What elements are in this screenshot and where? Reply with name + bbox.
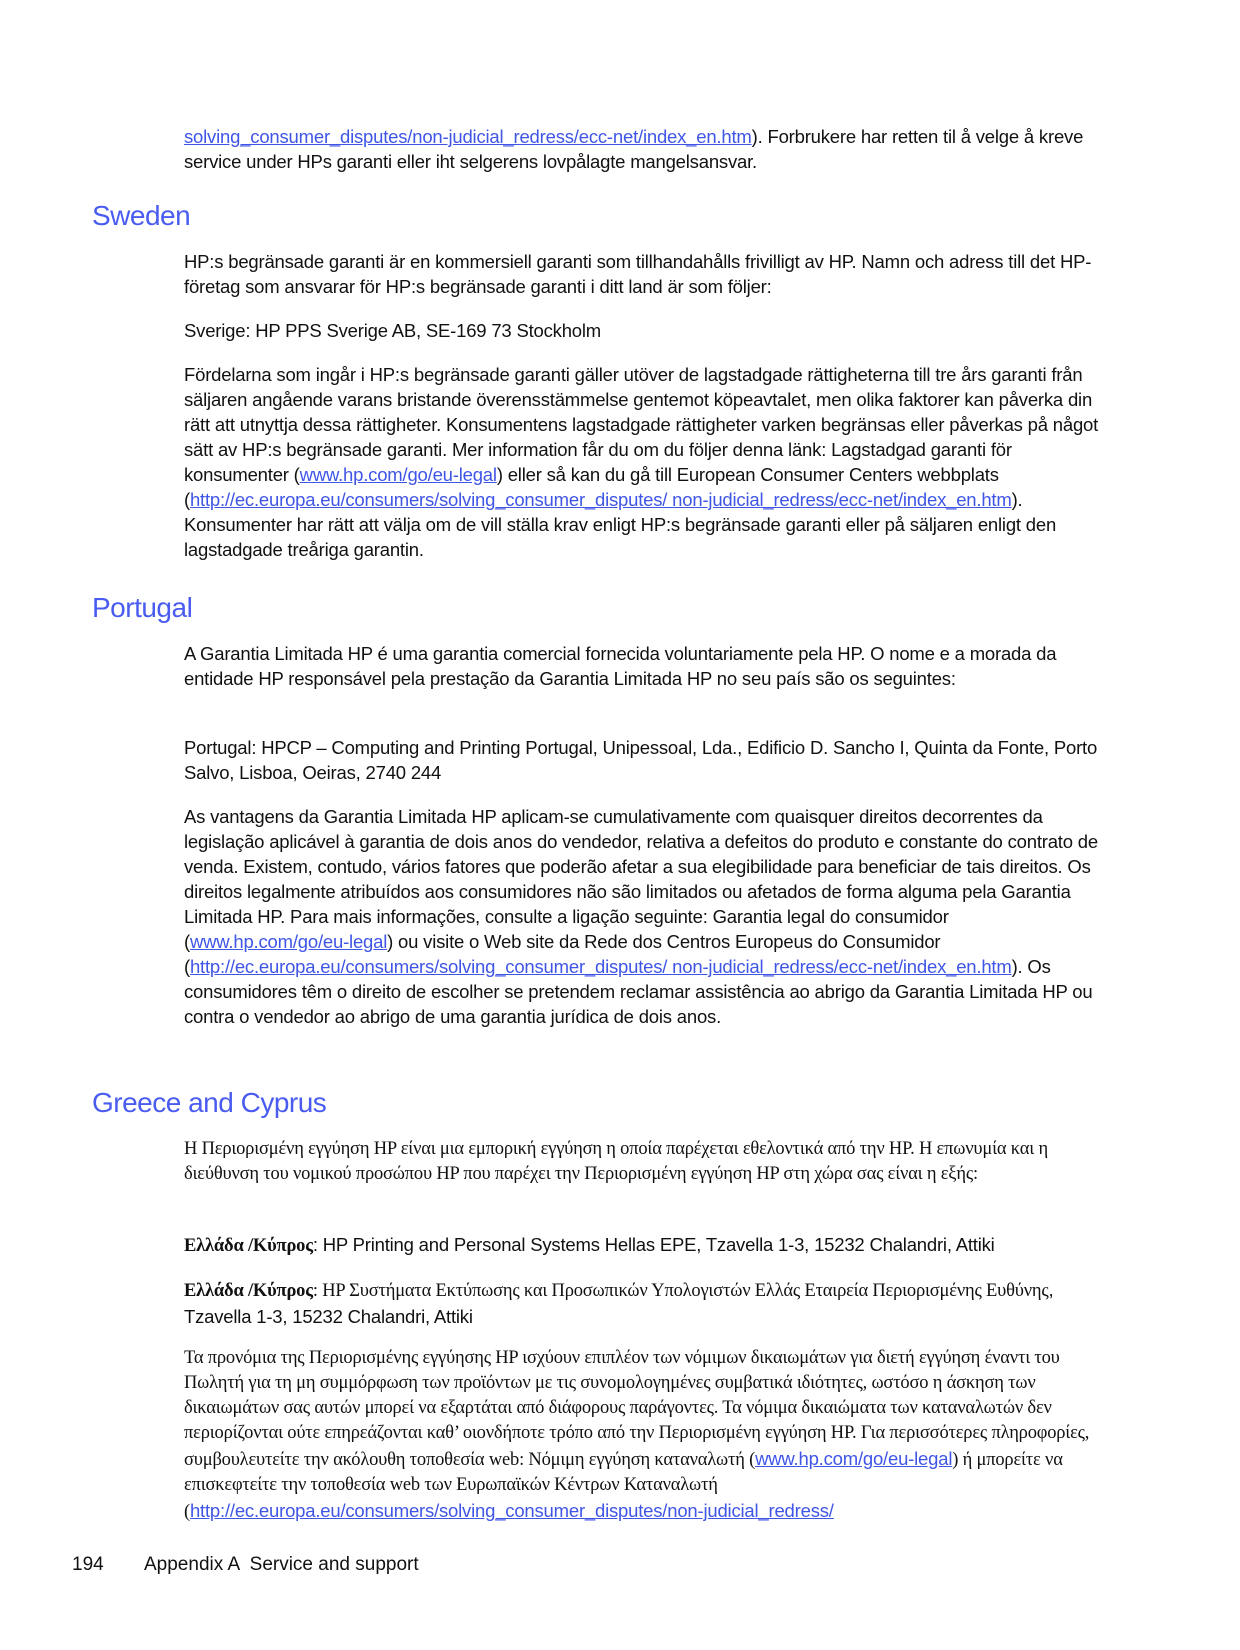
sweden-rights-text-2: ) eller så kan du gå till European Consumer Centers webbplats ( (184, 464, 999, 510)
sweden-rights-text-1: Fördelarna som ingår i HP:s begränsade garanti gäller utöver de lagstadgade rättigheterna till tre års garanti från säljaren angående varans bristande överensstämmelse gentemot köpeavtalet, men olika faktorer kan påverka din rätt att utnyttja dessa rättigheter. Konsumentens lagstadgade rättigheter varken begränsas eller påverkas på något sätt av HP:s begränsade garanti. Mer information får du om du följer denna länk: Lagstadgad garanti för konsumenter ( (184, 364, 1099, 485)
eu-legal-link-sweden[interactable]: www.hp.com/go/eu-legal (299, 464, 497, 485)
greece-address-1-label: Ελλάδα /Κύπρος (184, 1236, 313, 1256)
page-footer (72, 1553, 419, 1577)
portugal-intro-paragraph: A Garantia Limitada HP é uma garantia comercial fornecida voluntariamente pela HP. O nome e a morada da entidade HP responsável pela prestação da Garantia Limitada HP no seu país são os seguintes: (184, 643, 1057, 689)
sweden-rights-text-3: ). Konsumenter har rätt att välja om de vill ställa krav enligt HP:s begränsade garanti eller på säljaren enligt den lagstadgade treåriga garantin. (184, 489, 1057, 560)
eu-legal-link-portugal[interactable]: www.hp.com/go/eu-legal (189, 931, 388, 952)
greece-address-2-greek-text: : HP Συστήματα Εκτύπωσης και Προσωπικών Υπολογιστών Ελλάς Εταιρεία Περιορισμένης Ευθύνης (312, 1281, 1049, 1301)
sweden-rights-paragraph (184, 362, 1114, 562)
sweden-intro-paragraph: HP:s begränsade garanti är en kommersiell garanti som tillhandahålls frivilligt av HP. Namn och adress till det HP-företag som ansvarar för HP:s begränsade garanti i ditt land är som följer: (184, 251, 1092, 297)
portugal-rights-text-1: As vantagens da Garantia Limitada HP aplicam-se cumulativamente com quaisquer direitos decorrentes da legislação aplicável à garantia de dois anos do vendedor, relativa a defeitos do produto e constante do contrato de venda. Existem, contudo, vários fatores que poderão afetar a sua elegibilidade para beneficiar de tais direitos. Os direitos legalmente atribuídos aos consumidores não são limitados ou afetados de forma alguma pela Garantia Limitada HP. Para mais informações, consulte a ligação seguinte: Garantia legal do consumidor ( (184, 806, 1098, 952)
heading-portugal: Portugal (92, 592, 193, 623)
ecc-net-link-portugal[interactable]: http://ec.europa.eu/consumers/solving_consumer_disputes/ non-judicial_redress/ecc-net/index_en.htm (189, 956, 1012, 977)
greece-address-2 (184, 1277, 1114, 1329)
ecc-net-link[interactable]: solving_consumer_disputes/non-judicial_redress/ecc-net/index_en.htm (184, 126, 752, 147)
greece-intro-paragraph: Η Περιορισμένη εγγύηση HP είναι μια εμπορική εγγύηση η οποία παρέχεται εθελοντικά από την HP. Η επωνυμία και η διεύθυνση του νομικού προσώπου HP που παρέχει την Περιορισμένη εγγύηση HP στη χώρα σας είναι η εξής: (184, 1139, 1048, 1184)
norway-continuation-paragraph (184, 124, 1114, 174)
portugal-address-label: Portugal (184, 737, 252, 758)
sweden-address (184, 318, 1114, 343)
footer-section-title: Appendix A Service and support (144, 1554, 419, 1575)
portugal-rights-text-2: ) ou visite o Web site da Rede dos Centros Europeus do Consumidor ( (184, 931, 941, 977)
greece-rights-text-1: Τα προνόμια της Περιορισμένης εγγύησης HP ισχύουν επιπλέον των νόμιμων δικαιωμάτων για διετή εγγύηση έναντι του Πωλητή για τη μη συμμόρφωση των προϊόντων με τις συνομολογημένες συμβατικά ιδιότητες, ωστόσο η άσκηση των δικαιωμάτων σας αυτών μπορεί να εξαρτάται από διάφορους παράγοντες. Τα νόμιμα δικαιώματα των καταναλωτών δεν περιορίζονται ούτε επηρεάζονται καθ’ οιονδήποτε τρόπο από την Περιορισμένη εγγύηση HP. Για περισσότερες πληροφορίες, συμβουλευτείτε την ακόλουθη τοποθεσία web: Νόμιμη εγγύηση καταναλωτή ( (184, 1348, 1090, 1470)
portugal-address-text: : HPCP – Computing and Printing Portugal, Unipessoal, Lda., Edificio D. Sancho I, Quinta da Fonte, Porto Salvo, Lisboa, Oeiras, 2740 244 (184, 737, 1098, 783)
heading-sweden: Sweden (92, 200, 191, 231)
eu-legal-link-greece[interactable]: www.hp.com/go/eu-legal (755, 1448, 953, 1469)
greece-rights-paragraph (184, 1346, 1114, 1525)
norway-text: ). Forbrukere har retten til å velge å kreve service under HPs garanti eller iht selgerens lovpålagte mangelsansvar. (184, 126, 1084, 172)
sweden-address-label: Sverige (184, 320, 246, 341)
heading-greece-cyprus: Greece and Cyprus (92, 1087, 327, 1118)
ecc-net-link-greece[interactable]: http://ec.europa.eu/consumers/solving_consumer_disputes/non-judicial_redress/ (189, 1500, 834, 1521)
greece-address-2-label: Ελλάδα /Κύπρος (184, 1281, 313, 1301)
ecc-net-link-sweden[interactable]: http://ec.europa.eu/consumers/solving_consumer_disputes/ non-judicial_redress/ecc-net/index_en.htm (189, 489, 1012, 510)
greece-rights-text-2: ) ή μπορείτε να επισκεφτείτε την τοποθεσία web των Ευρωπαϊκών Κέντρων Καταναλωτή ( (184, 1450, 1063, 1522)
portugal-rights-text-3: ). Os consumidores têm o direito de escolher se pretendem reclamar assistência ao abrigo da Garantia Limitada HP ou contra o vendedor ao abrigo de uma garantia jurídica de dois anos. (184, 956, 1093, 1027)
greece-address-1 (184, 1232, 1114, 1259)
greece-address-1-text: : HP Printing and Personal Systems Hellas EPE, Tzavella 1-3, 15232 Chalandri, Attiki (312, 1234, 995, 1255)
portugal-rights-paragraph (184, 804, 1114, 1029)
sweden-address-text: : HP PPS Sverige AB, SE-169 73 Stockholm (245, 320, 602, 341)
greece-address-2-latin-text: , Tzavella 1-3, 15232 Chalandri, Attiki (184, 1279, 1054, 1327)
page-number: 194 (72, 1554, 104, 1575)
portugal-address (184, 735, 1114, 785)
